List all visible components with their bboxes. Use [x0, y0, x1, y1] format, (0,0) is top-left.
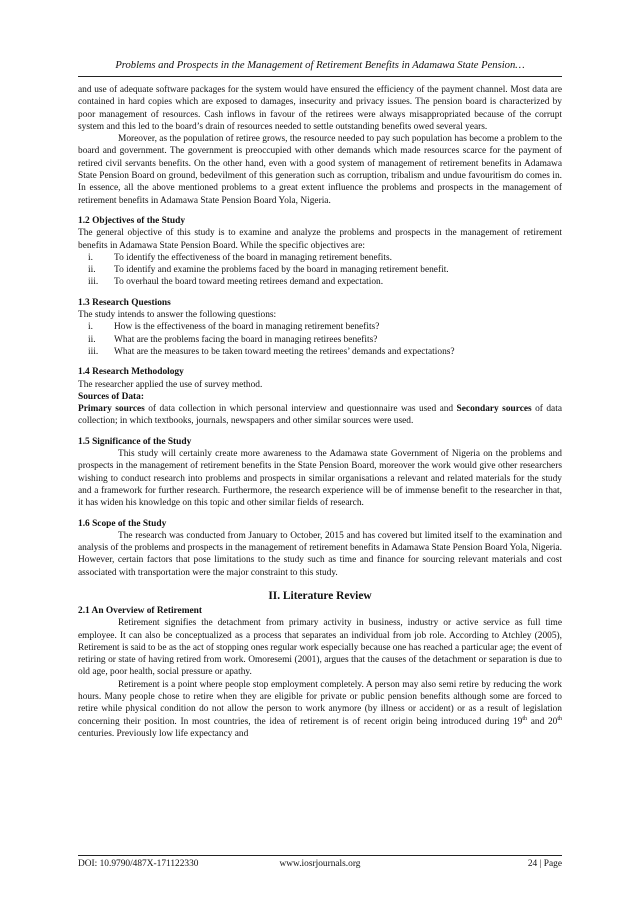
footer-rule: [78, 855, 562, 856]
overview-paragraph-1: Retirement signifies the detachment from primary activity in business, industry or active service as full time employee. It can also be conceptualized as a process that separates an individual from job role. According to Atchley (2005), Retirement is said to be as the act of stopping ones regular work especially because one has reached a particular age; the event of retiring or state of having retired from work. Omoresemi (2001), argues that the causes of the detachment or separation is due to old age, poor health, social pressure or apathy.: [78, 618, 562, 678]
footer-doi: DOI: 10.9790/487X-171122330: [78, 859, 199, 869]
section-heading-2-1: 2.1 An Overview of Retirement: [78, 605, 203, 616]
research-questions-text: The study intends to answer the following questions:: [78, 310, 277, 321]
section-heading-1-4: 1.4 Research Methodology: [78, 367, 184, 378]
secondary-sources-text: of data collection; in which textbooks, journals, newspapers and other similar sources were used.: [78, 404, 562, 427]
section-heading-1-5: 1.5 Significance of the Study: [78, 436, 192, 447]
footer-website: www.iosrjournals.org: [279, 859, 361, 869]
sources-of-data-label: [78, 391, 562, 403]
section-title-literature-review: II. Literature Review: [268, 589, 372, 602]
list-item: [78, 346, 562, 358]
running-header: Problems and Prospects in the Management of Retirement Benefits in Adamawa State Pension…: [115, 60, 525, 71]
list-item-text: How is the effectiveness of the board in managing retirement benefits?: [114, 322, 380, 333]
research-questions-list: [78, 321, 562, 358]
intro-paragraph-1: and use of adequate software packages for the system would have ensured the efficiency of the payment channel. Most data are contained in hard copies which are exposed to damages, insecurity and privacy issues. The pension board is characterized by poor management of resources. Cash inflows in favour of the retirees were always misappropriated because of the corrupt system and this led to the board’s drain of resources needed to settle outstanding benefits owed several years.: [78, 85, 562, 132]
primary-sources-text: of data collection in which personal interview and questionnaire was used and: [144, 404, 457, 415]
scope-text: The research was conducted from January to October, 2015 and has covered but limited itself to the examination and analysis of the problems and prospects in the management of retirement benefits in Adamawa State Pension Board Yola, Nigeria. However, certain factors that pose limitations to the study such as time and finance for sourcing relevant materials and cost associated with transportation were the major constraint to this study.: [78, 530, 562, 578]
sources-of-data-heading: Sources of Data:: [78, 391, 144, 402]
list-item-text: What are the measures to be taken toward meeting the retirees’ demands and expectations?: [114, 346, 455, 357]
significance-text: This study will certainly create more awareness to the Adamawa state Government of Nigeria on the problems and prospects in the management of retirement benefits in the State Pension Board, moreover the work would give other researchers wishing to conduct research into problems and prospects in similar organisations a relevant and related materials for the study and a framework for further research. Furthermore, the research experience will be of immense benefit to the researcher in that, it has widen his knowledge on this topic and other similar fields of research.: [78, 449, 562, 509]
objectives-list: [78, 252, 562, 289]
list-item: [78, 334, 562, 346]
section-heading-1-2: 1.2 Objectives of the Study: [78, 215, 186, 226]
superscript-th: th: [522, 715, 528, 722]
superscript-th: th: [557, 715, 562, 722]
list-item: [78, 321, 562, 333]
list-item-text: To identify the effectiveness of the board in managing retirement benefits.: [114, 252, 392, 263]
list-item: [78, 264, 562, 276]
list-item: [78, 252, 562, 264]
page-body: [78, 84, 562, 740]
overview-paragraph-2: [78, 679, 562, 740]
list-item-text: To overhaul the board toward meeting retirees demand and expectation.: [114, 277, 384, 288]
list-item-text: What are the problems facing the board in managing retirees benefits?: [114, 334, 378, 345]
list-item-number: ii.: [88, 265, 96, 276]
secondary-sources-label: Secondary sources: [456, 404, 532, 415]
section-heading-1-6: 1.6 Scope of the Study: [78, 518, 167, 529]
list-item: [78, 276, 562, 288]
objectives-text: The general objective of this study is to examine and analyze the problems and prospects in the management of retirement benefits in Adamawa State Pension Board. While the specific objectives are:: [78, 228, 562, 251]
methodology-text: The researcher applied the use of survey method.: [78, 379, 263, 390]
list-item-number: iii.: [88, 277, 99, 288]
primary-sources-label: Primary sources: [78, 404, 145, 415]
list-item-number: i.: [88, 322, 93, 333]
footer-page-number: 24 | Page: [527, 859, 562, 869]
section-heading-1-3: 1.3 Research Questions: [78, 297, 171, 308]
overview-paragraph-2-part-c: centuries. Previously low life expectancy and: [78, 728, 249, 739]
list-item-text: To identify and examine the problems faced by the board in managing retirement benefit.: [114, 265, 449, 276]
list-item-number: i.: [88, 252, 93, 263]
header-rule: [78, 76, 562, 77]
list-item-number: iii.: [88, 346, 99, 357]
intro-paragraph-2: Moreover, as the population of retiree grows, the resource needed to pay such population has become a problem to the board and government. The government is preoccupied with other demands which made resources scarce for the payment of retired civil servants benefits. On the other hand, even with a good system of management of retirement benefits in Adamawa State Pension Board on ground, bedevilment of this generation such as corruption, tribalism and undue favouritism do comes in. In essence, all the above mentioned problems to a great extent influence the problems and prospects in the management of retirement benefits in Adamawa State Pension Board Yola, Nigeria.: [78, 134, 562, 206]
sources-paragraph: [78, 403, 562, 428]
overview-paragraph-2-part-a: Retirement is a point where people stop employment completely. A person may also semi retire by reducing the work hours. Many people chose to retire when they are eligible for private or public pension benefits although some are forced to retire while physical condition do not allow the person to work anymore (by illness or accident) or as a result of legislation concerning their position. In most countries, the idea of retirement is of recent origin being introduced during 19: [78, 679, 562, 727]
list-item-number: ii.: [88, 334, 96, 345]
overview-paragraph-2-part-b: and 20: [527, 716, 558, 727]
